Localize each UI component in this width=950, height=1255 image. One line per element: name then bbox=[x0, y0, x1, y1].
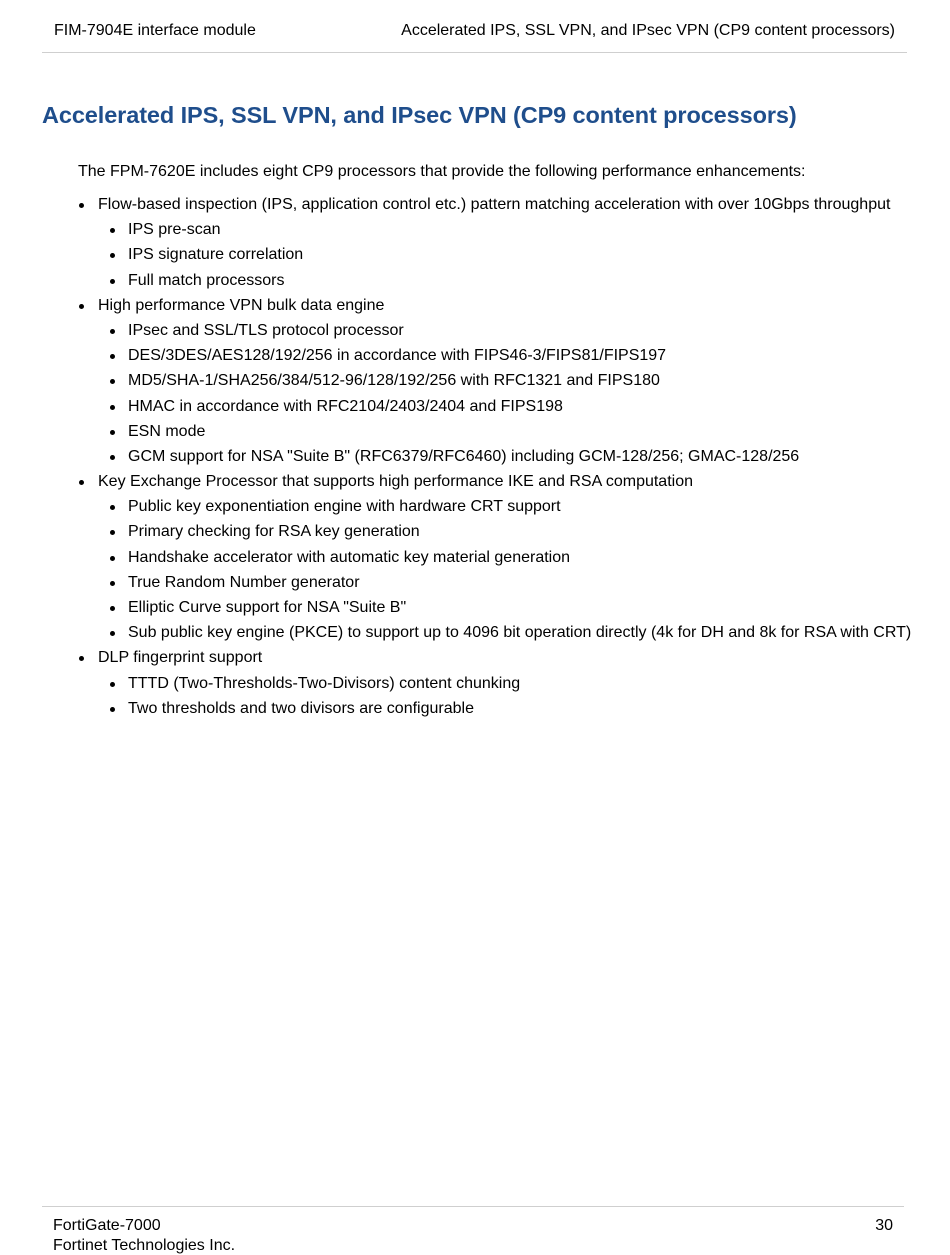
footer-product-name: FortiGate-7000 bbox=[53, 1217, 161, 1234]
list-item-text: True Random Number generator bbox=[128, 573, 360, 591]
bullet-icon bbox=[110, 253, 115, 258]
sub-list-item bbox=[0, 219, 950, 244]
sub-list-item bbox=[0, 270, 950, 295]
list-item-text: Public key exponentiation engine with hardware CRT support bbox=[128, 498, 561, 516]
list-item-text: Flow-based inspection (IPS, application control etc.) pattern matching acceleration with over 10Gbps throughput bbox=[98, 196, 891, 213]
page-number: 30 bbox=[875, 1217, 893, 1234]
sub-list-item bbox=[0, 622, 950, 647]
bullet-icon bbox=[110, 707, 115, 712]
sub-list-item bbox=[0, 597, 950, 622]
list-item-text: MD5/SHA-1/SHA256/384/512-96/128/192/256 with RFC1321 and FIPS180 bbox=[128, 372, 660, 390]
list-item bbox=[0, 295, 950, 320]
list-item bbox=[0, 647, 950, 672]
bullet-icon bbox=[110, 405, 115, 410]
list-item-text: TTTD (Two-Thresholds-Two-Divisors) content chunking bbox=[128, 674, 521, 692]
bullet-icon bbox=[110, 329, 115, 334]
bullet-icon bbox=[79, 203, 84, 208]
list-item-text: DLP fingerprint support bbox=[98, 649, 263, 667]
page-header bbox=[42, 0, 907, 53]
bullet-icon bbox=[79, 304, 84, 309]
section-title: Accelerated IPS, SSL VPN, and IPsec VPN (CP9 content processors) bbox=[42, 102, 797, 128]
sub-list-item bbox=[0, 396, 950, 421]
sub-list-item bbox=[0, 698, 950, 723]
sub-list-item bbox=[0, 421, 950, 446]
bullet-icon bbox=[110, 354, 115, 359]
list-item-text: DES/3DES/AES128/192/256 in accordance with FIPS46-3/FIPS81/FIPS197 bbox=[128, 347, 667, 365]
bullet-icon bbox=[110, 379, 115, 384]
list-item-text: GCM support for NSA "Suite B" (RFC6379/RFC6460) including GCM-128/256; GMAC-128/256 bbox=[128, 447, 800, 465]
header-section-title: Accelerated IPS, SSL VPN, and IPsec VPN (CP9 content processors) bbox=[401, 22, 895, 39]
bullet-icon bbox=[110, 228, 115, 233]
sub-list-item bbox=[0, 496, 950, 521]
bullet-icon bbox=[79, 656, 84, 661]
list-item-text: Full match processors bbox=[128, 271, 285, 289]
bullet-icon bbox=[110, 581, 115, 586]
bullet-icon bbox=[110, 279, 115, 284]
sub-list-item bbox=[0, 673, 950, 698]
bullet-icon bbox=[110, 505, 115, 510]
list-item-text: HMAC in accordance with RFC2104/2403/2404 and FIPS198 bbox=[128, 397, 563, 415]
sub-list-item bbox=[0, 572, 950, 597]
sub-list-item bbox=[0, 446, 950, 471]
list-item-text: IPsec and SSL/TLS protocol processor bbox=[128, 321, 404, 339]
list-item-text: ESN mode bbox=[128, 422, 206, 440]
sub-list-item bbox=[0, 521, 950, 546]
list-item-text: High performance VPN bulk data engine bbox=[98, 296, 385, 314]
bullet-icon bbox=[110, 631, 115, 636]
sub-list-item bbox=[0, 547, 950, 572]
list-item-text: Sub public key engine (PKCE) to support up to 4096 bit operation directly (4k for DH and 8k for RSA with CRT) bbox=[128, 624, 912, 642]
bullet-icon bbox=[110, 455, 115, 460]
list-item-text: Primary checking for RSA key generation bbox=[128, 523, 420, 541]
sub-list-item bbox=[0, 320, 950, 345]
list-item-text: Two thresholds and two divisors are configurable bbox=[128, 699, 474, 717]
bullet-icon bbox=[110, 556, 115, 561]
list-item bbox=[0, 471, 950, 496]
bullet-icon bbox=[79, 480, 84, 485]
bullet-icon bbox=[110, 682, 115, 687]
intro-paragraph: The FPM-7620E includes eight CP9 processors that provide the following performance enhancements: bbox=[78, 163, 806, 180]
list-item-text: IPS signature correlation bbox=[128, 246, 304, 264]
feature-list bbox=[0, 194, 950, 723]
bullet-icon bbox=[110, 606, 115, 611]
header-document-title: FIM-7904E interface module bbox=[54, 22, 256, 39]
list-item-text: Handshake accelerator with automatic key material generation bbox=[128, 548, 571, 566]
bullet-icon bbox=[110, 430, 115, 435]
sub-list-item bbox=[0, 244, 950, 269]
list-item-text: Key Exchange Processor that supports high performance IKE and RSA computation bbox=[98, 473, 693, 491]
page-footer bbox=[42, 1206, 904, 1255]
bullet-icon bbox=[110, 530, 115, 535]
list-item bbox=[0, 194, 950, 219]
list-item-text: Elliptic Curve support for NSA "Suite B" bbox=[128, 599, 407, 616]
list-item-text: IPS pre-scan bbox=[128, 221, 221, 239]
sub-list-item bbox=[0, 345, 950, 370]
sub-list-item bbox=[0, 370, 950, 395]
footer-company-name: Fortinet Technologies Inc. bbox=[53, 1237, 236, 1254]
